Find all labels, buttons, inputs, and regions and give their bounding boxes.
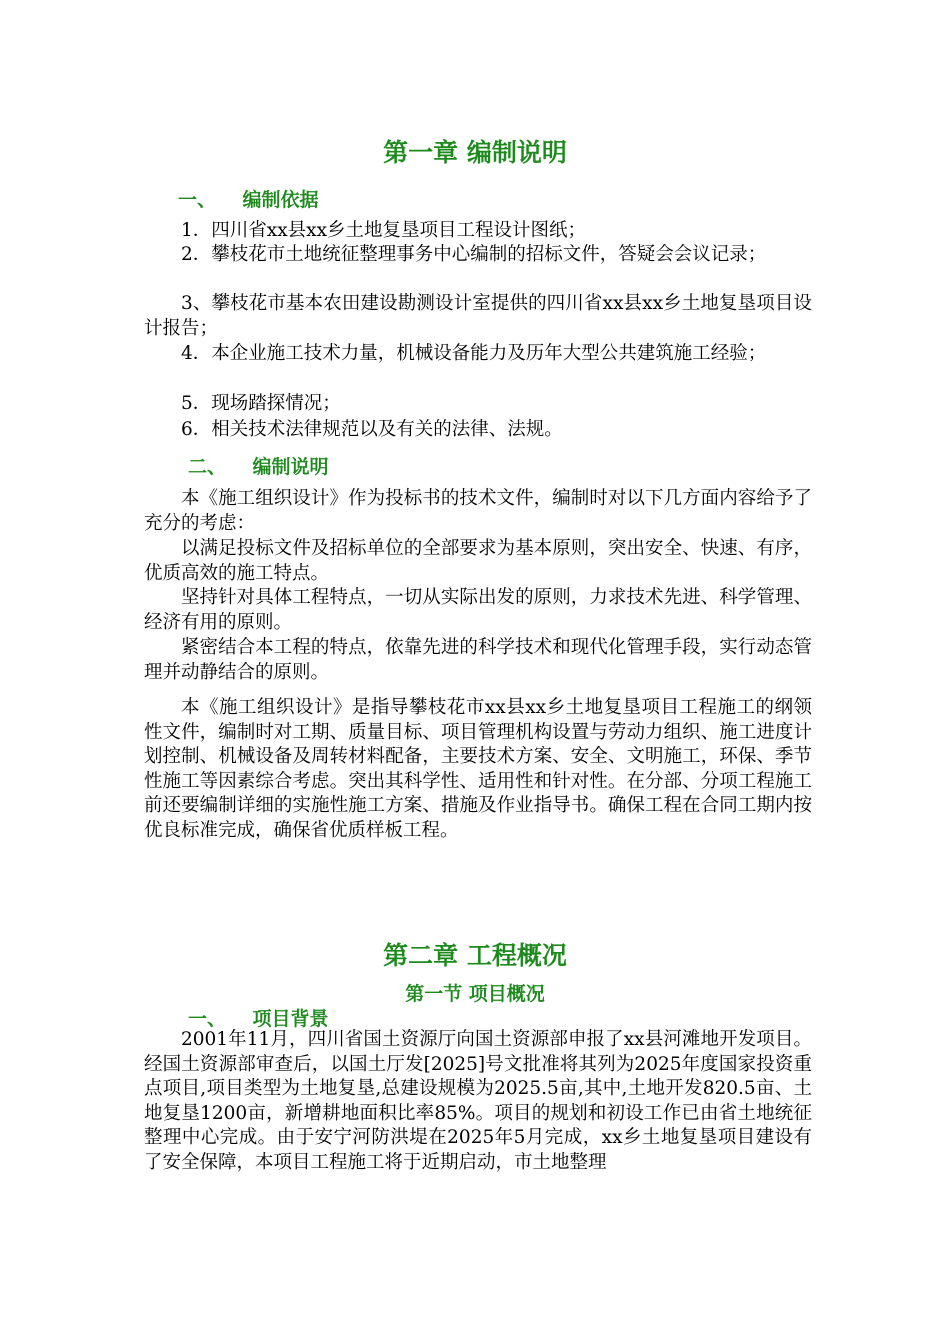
basis-item-6: 6．相关技术法律规范以及有关的法律、法规。 [181, 419, 563, 440]
section-1-title: 第一节 项目概况 [405, 983, 545, 1005]
heading-notes: 二、 编制说明 [188, 456, 329, 478]
notes-para-1: 本《施工组织设计》作为投标书的技术文件，编制时对以下几方面内容给予了充分的考虑： [144, 488, 812, 534]
basis-item-2: 2．攀枝花市土地统征整理事务中心编制的招标文件，答疑会会议记录； [181, 244, 767, 265]
basis-item-5: 5．现场踏探情况； [181, 393, 341, 414]
notes-para-5: 本《施工组织设计》是指导攀枝花市xx县xx乡土地复垦项目工程施工的纲领性文件，编制时对工期、质量目标、项目管理机构设置与劳动力组织、施工进度计划控制、机械设备及周转材料配备，主要技术方案、安全、文明施工，环保、季节性施工等因素综合考虑。突出其科学性、适用性和针对性。在分部、分项工程施工前还要编制详细的实施性施工方案、措施及作业指导书。确保工程在合同工期内按优良标准完成，确保省优质样板工程。 [144, 697, 812, 841]
heading-basis: 一、 编制依据 [178, 189, 319, 211]
background-para: 2001年11月，四川省国土资源厅向国土资源部申报了xx县河滩地开发项目。经国土资源部审查后，以国土厅发[2025]号文批准将其列为2025年度国家投资重点项目,项目类型为土地复垦,总建设规模为2025.5亩,其中,土地开发820.5亩、土地复垦1200亩，新增耕地面积比率85%。项目的规划和初设工作已由省土地统征整理中心完成。由于安宁河防洪堤在2025年5月完成，xx乡土地复垦项目建设有了安全保障，本项目工程施工将于近期启动，市土地整理 [144, 1029, 812, 1173]
chapter-1-title: 第一章 编制说明 [383, 138, 567, 167]
chapter-2-title: 第二章 工程概况 [383, 941, 567, 970]
notes-para-3: 坚持针对具体工程特点，一切从实际出发的原则，力求技术先进、科学管理、经济有用的原则。 [144, 587, 812, 633]
notes-para-2: 以满足投标文件及招标单位的全部要求为基本原则，突出安全、快速、有序，优质高效的施工特点。 [144, 538, 812, 584]
basis-item-4: 4．本企业施工技术力量，机械设备能力及历年大型公共建筑施工经验； [181, 343, 767, 364]
basis-item-3: 3、攀枝花市基本农田建设勘测设计室提供的四川省xx县xx乡土地复垦项目设计报告； [144, 293, 812, 339]
heading-background: 一、 项目背景 [188, 1008, 329, 1030]
basis-item-1: 1．四川省xx县xx乡土地复垦项目工程设计图纸； [181, 220, 587, 241]
notes-para-4: 紧密结合本工程的特点，依靠先进的科学技术和现代化管理手段，实行动态管理并动静结合的原则。 [144, 637, 812, 683]
